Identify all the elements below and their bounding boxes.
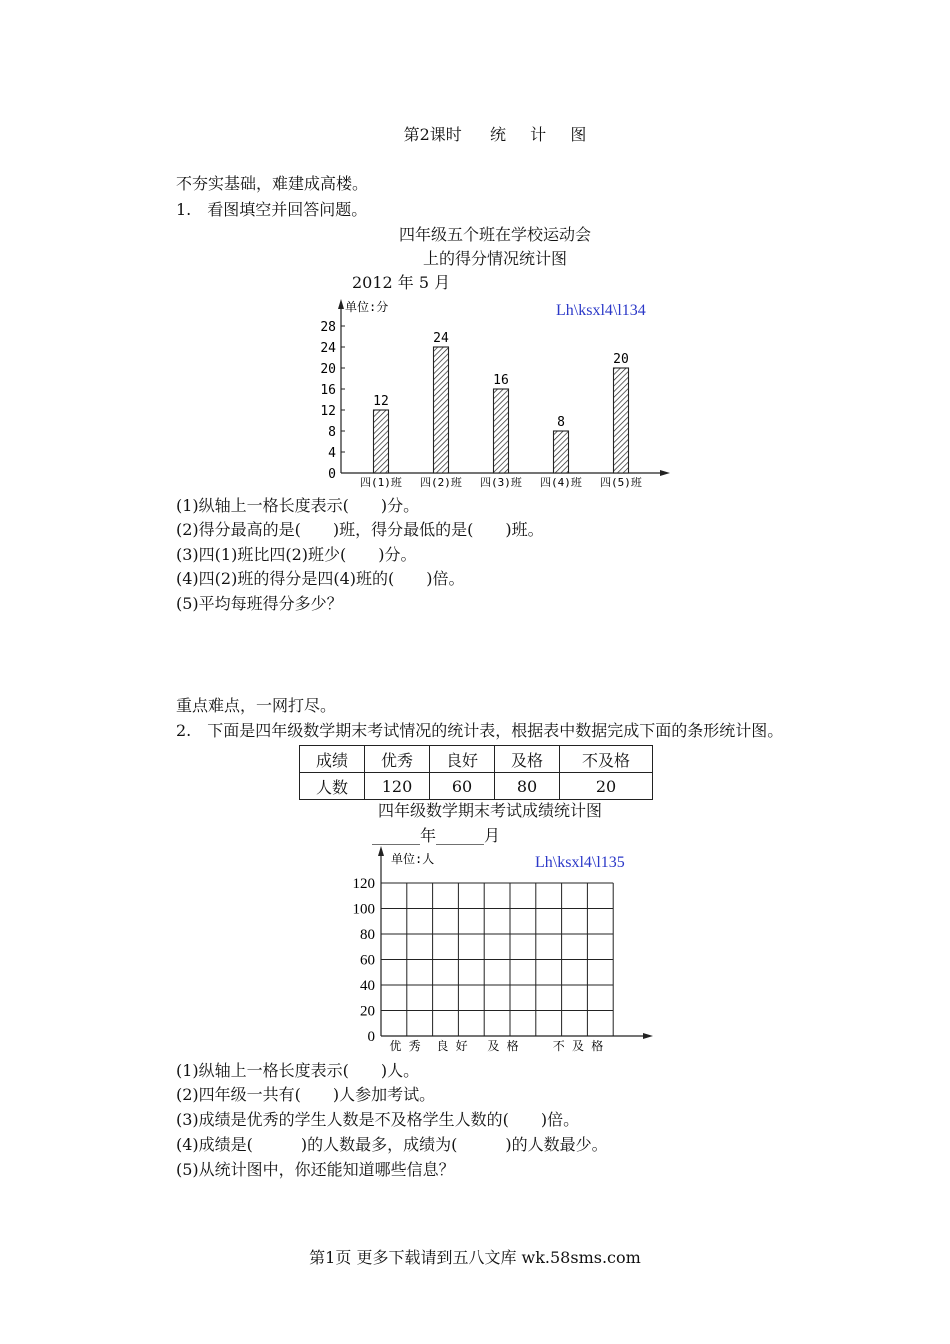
y-axis-arrow	[378, 846, 384, 856]
lesson-title-part2: 统	[489, 125, 506, 144]
bar	[494, 389, 509, 473]
chart1-date: 2012 年 5 月	[352, 273, 451, 292]
chart-ref-code: Lh\ksxl4\l134	[556, 302, 646, 319]
y-axis-arrow	[338, 299, 344, 309]
chart1-title-line2: 上的得分情况统计图	[422, 249, 567, 268]
table-cell: 及格	[495, 746, 560, 773]
lesson-title-part3: 计	[530, 125, 547, 144]
y-tick-label: 8	[328, 425, 336, 440]
y-tick-label: 28	[320, 320, 336, 335]
y-axis-unit-label: 单位:分	[345, 300, 389, 314]
y-tick-label: 4	[328, 446, 336, 461]
bar	[434, 347, 449, 473]
q1-question-2: (2)得分最高的是( )班，得分最低的是( )班。	[176, 520, 544, 539]
table-cell: 人数	[300, 773, 365, 800]
table-cell: 成绩	[300, 746, 365, 773]
q2-question-3: (3)成绩是优秀的学生人数是不及格学生人数的( )倍。	[176, 1110, 580, 1129]
q1-question-4: (4)四(2)班的得分是四(4)班的( )倍。	[176, 569, 465, 588]
x-axis-arrow	[643, 1033, 653, 1039]
bar-value-label: 16	[493, 373, 509, 388]
y-axis-unit-label: 单位:人	[391, 852, 435, 866]
score-bar-chart	[300, 292, 680, 492]
q1-question-5: (5)平均每班得分多少？	[176, 594, 343, 613]
chart2-title: 四年级数学期末考试成绩统计图	[377, 801, 602, 820]
chart1-title-line1: 四年级五个班在学校运动会	[398, 225, 591, 244]
q2-question-5: (5)从统计图中，你还能知道哪些信息？	[176, 1160, 455, 1179]
grades-table	[299, 745, 653, 800]
table-cell: 不及格	[560, 746, 653, 773]
q2-question-1: (1)纵轴上一格长度表示( )人。	[176, 1061, 420, 1080]
table-cell: 20	[560, 773, 653, 800]
y-tick-label: 0	[367, 1029, 375, 1045]
y-tick-label: 100	[352, 901, 375, 918]
x-tick-label: 优 秀	[389, 1039, 421, 1053]
section2-heading: 重点难点，一网打尽。	[176, 696, 337, 715]
lesson-title-part4: 图	[570, 125, 587, 144]
chart-ref-code: Lh\ksxl4\l135	[535, 854, 625, 871]
q2-question-2: (2)四年级一共有( )人参加考试。	[176, 1085, 436, 1104]
bar-value-label: 24	[433, 331, 449, 346]
table-cell: 良好	[430, 746, 495, 773]
y-tick-label: 20	[360, 1003, 375, 1020]
table-row	[300, 773, 653, 800]
y-tick-label: 80	[360, 927, 375, 943]
y-tick-label: 24	[320, 341, 336, 356]
table-cell: 优秀	[365, 746, 430, 773]
lesson-title	[0, 122, 950, 145]
x-tick-label: 及 格	[487, 1039, 519, 1053]
bar-value-label: 12	[373, 394, 389, 409]
bar-value-label: 8	[557, 415, 565, 430]
table-cell: 60	[430, 773, 495, 800]
y-tick-label: 0	[328, 467, 336, 482]
chart2-date-blank: ______年______月	[372, 826, 501, 845]
q1-intro: 1. 看图填空并回答问题。	[176, 200, 368, 219]
bar	[554, 431, 569, 473]
exam-grid-chart	[330, 846, 660, 1058]
table-row	[300, 746, 653, 773]
x-tick-label: 四(3)班	[480, 476, 522, 489]
table-cell: 80	[495, 773, 560, 800]
x-tick-label: 良 好	[436, 1039, 468, 1053]
bar	[374, 410, 389, 473]
x-tick-label: 四(4)班	[540, 476, 582, 489]
q1-question-1: (1)纵轴上一格长度表示( )分。	[176, 496, 420, 515]
y-tick-label: 40	[360, 978, 375, 994]
x-tick-label: 四(5)班	[600, 476, 642, 489]
y-tick-label: 20	[320, 362, 336, 377]
y-tick-label: 120	[352, 876, 375, 892]
bar	[614, 368, 629, 473]
bar-value-label: 20	[613, 352, 629, 367]
section1-heading: 不夯实基础，难建成高楼。	[176, 174, 369, 193]
y-tick-label: 12	[320, 404, 336, 419]
q1-question-3: (3)四(1)班比四(2)班少( )分。	[176, 545, 417, 564]
lesson-title-part1: 第2课时	[403, 125, 462, 144]
x-tick-label: 四(2)班	[420, 476, 462, 489]
y-tick-label: 60	[360, 952, 375, 969]
page-footer: 第1页 更多下载请到五八文库 wk.58sms.com	[309, 1248, 641, 1267]
q2-intro: 2. 下面是四年级数学期末考试情况的统计表，根据表中数据完成下面的条形统计图。	[176, 721, 784, 740]
x-axis-arrow	[660, 470, 670, 476]
q2-question-4: (4)成绩是( )的人数最多，成绩为( )的人数最少。	[176, 1135, 608, 1154]
y-tick-label: 16	[320, 383, 336, 398]
table-cell: 120	[365, 773, 430, 800]
x-tick-label: 不 及 格	[552, 1039, 604, 1053]
x-tick-label: 四(1)班	[360, 476, 402, 489]
